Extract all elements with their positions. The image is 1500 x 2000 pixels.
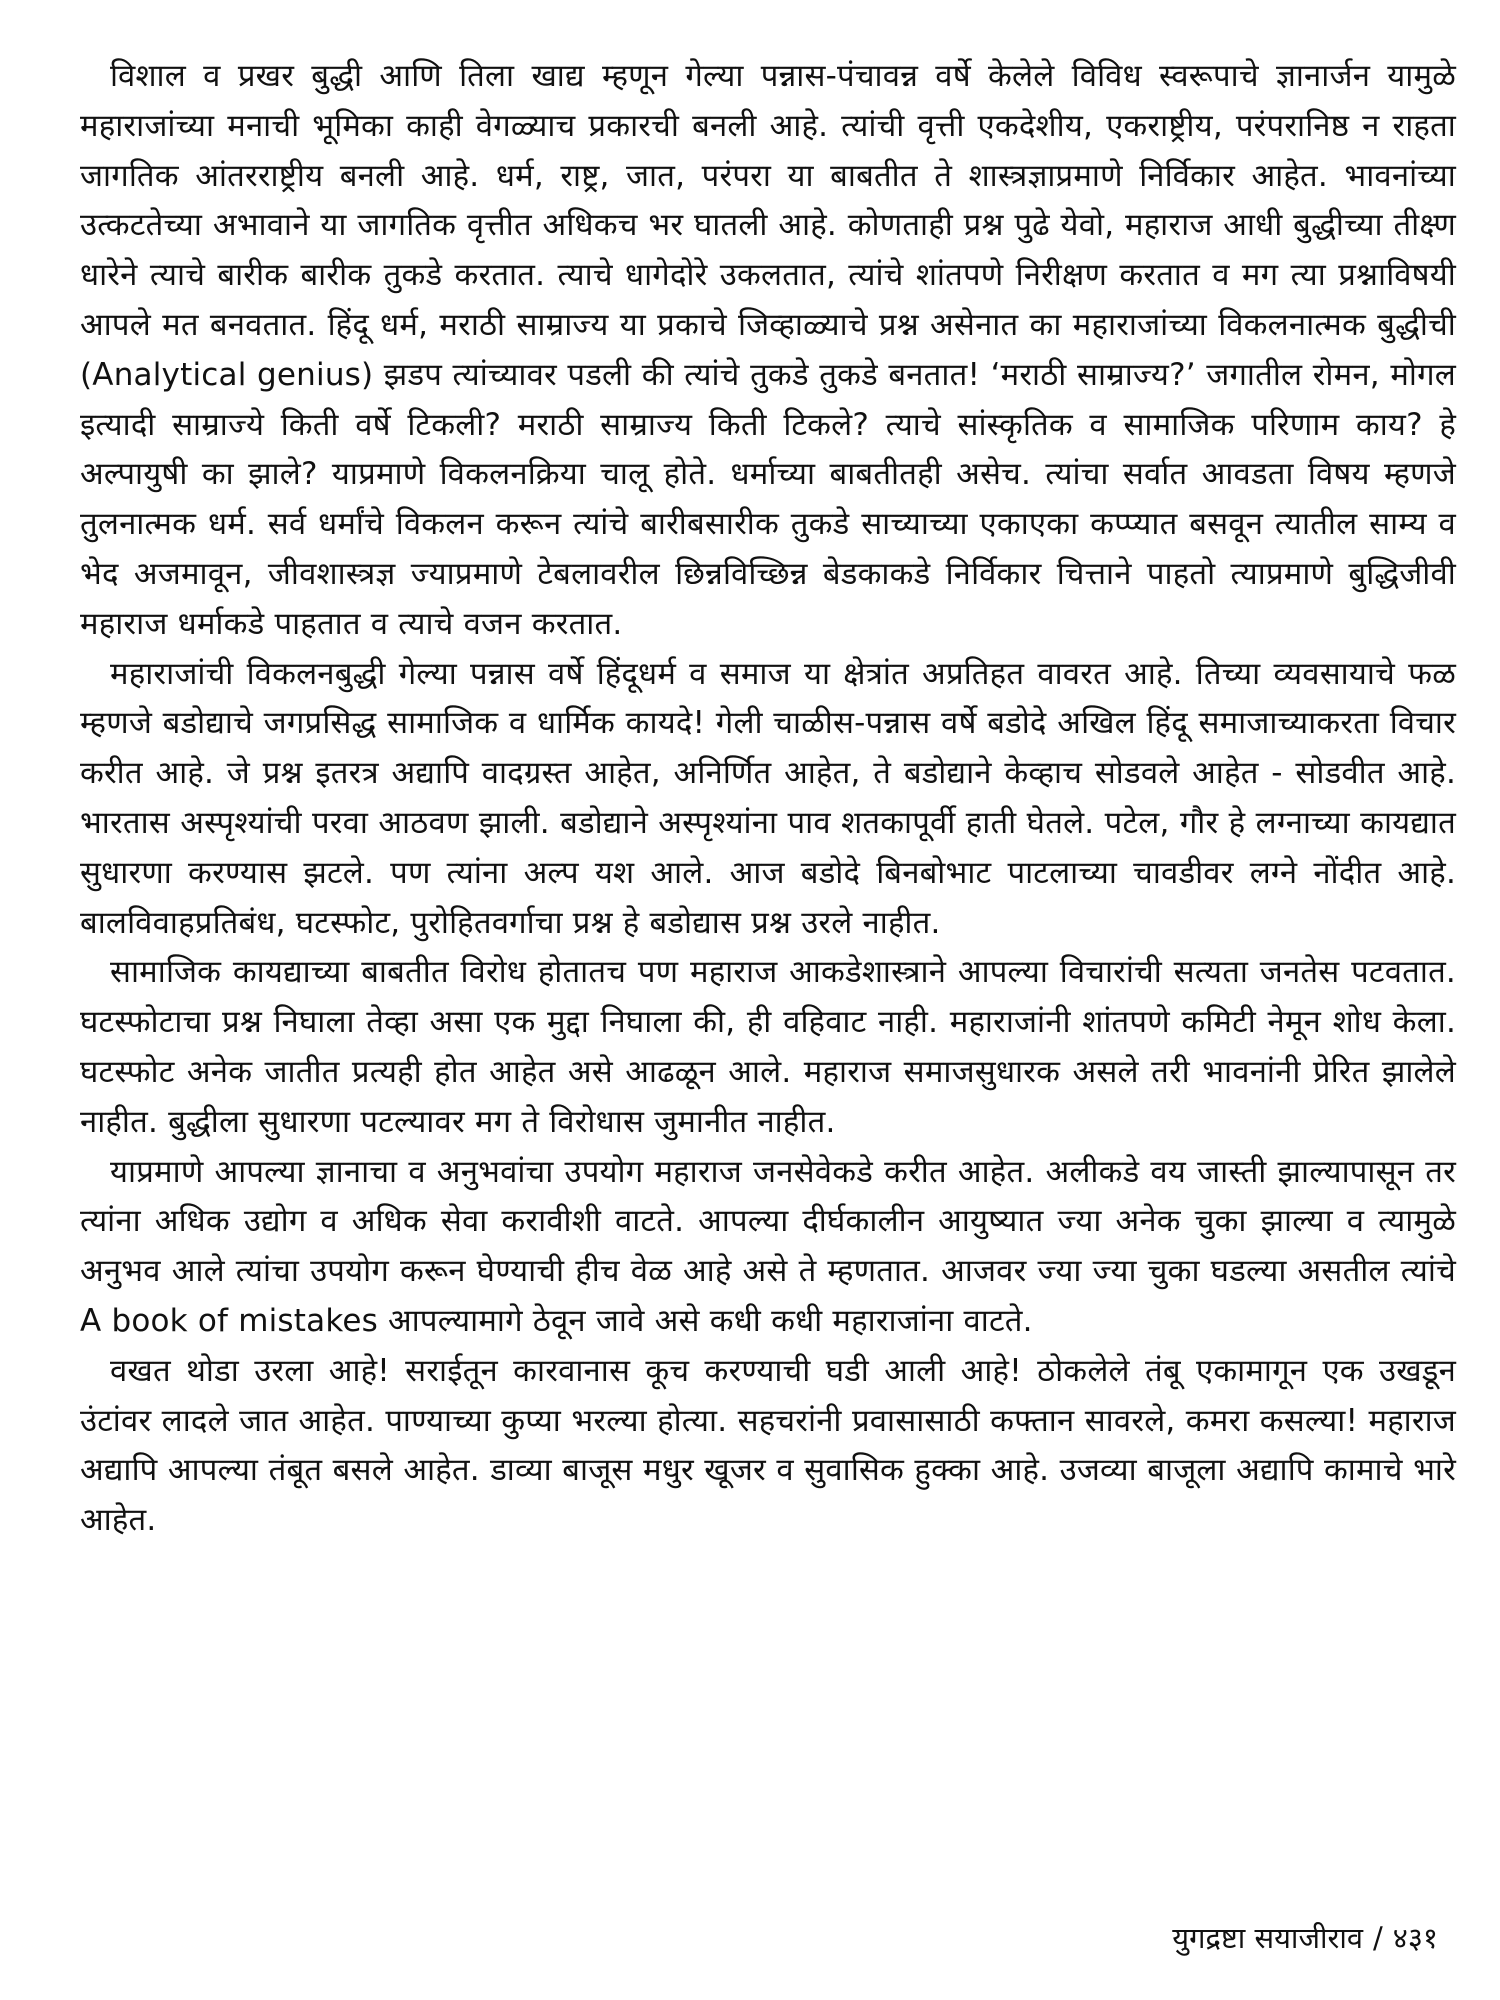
paragraph-4: याप्रमाणे आपल्या ज्ञानाचा व अनुभवांचा उपयोग महाराज जनसेवेकडे करीत आहेत. अलीकडे वय जास्ती झाल्यापासून तर त्यांना अधिक उद्योग व अधिक सेवा करावीशी वाटते. आपल्या दीर्घकालीन आयुष्यात ज्या अनेक चुका झाल्या व त्यामुळे अनुभव आले त्यांचा उपयोग करून घेण्याची हीच वेळ आहे असे ते म्हणतात. आजवर ज्या ज्या चुका घडल्या असतील त्यांचे A book of mistakes आपल्यामागे ठेवून जावे असे कधी कधी महाराजांना वाटते.: [80, 1153, 1456, 1339]
paragraph-2: महाराजांची विकलनबुद्धी गेल्या पन्नास वर्षे हिंदूधर्म व समाज या क्षेत्रांत अप्रतिहत वावरत आहे. तिच्या व्यवसायाचे फळ म्हणजे बडोद्याचे जगप्रसिद्ध सामाजिक व धार्मिक कायदे! गेली चाळीस-पन्नास वर्षे बडोदे अखिल हिंदू समाजाच्याकरता विचार करीत आहे. जे प्रश्न इतरत्र अद्यापि वादग्रस्त आहेत, अनिर्णित आहेत, ते बडोद्याने केव्हाच सोडवले आहेत - सोडवीत आहे. भारतास अस्पृश्यांची परवा आठवण झाली. बडोद्याने अस्पृश्यांना पाव शतकापूर्वी हाती घेतले. पटेल, गौर हे लग्नाच्या कायद्यात सुधारणा करण्यास झटले. पण त्यांना अल्प यश आले. आज बडोदे बिनबोभाट पाटलाच्या चावडीवर लग्ने नोंदीत आहे. बालविवाहप्रतिबंध, घटस्फोट, पुरोहितवर्गाचा प्रश्न हे बडोद्यास प्रश्न उरले नाहीत.: [80, 655, 1456, 941]
page-footer: [1172, 1918, 1438, 1958]
paragraph-5: वखत थोडा उरला आहे! सराईतून कारवानास कूच करण्याची घडी आली आहे! ठोकलेले तंबू एकामागून एक उखडून उंटांवर लादले जात आहेत. पाण्याच्या कुप्या भरल्या होत्या. सहचरांनी प्रवासासाठी कफ्तान सावरले, कमरा कसल्या! महाराज अद्यापि आपल्या तंबूत बसले आहेत. डाव्या बाजूस मधुर खूजर व सुवासिक हुक्का आहे. उजव्या बाजूला अद्यापि कामाचे भारे आहेत.: [80, 1352, 1456, 1539]
paragraph-1: विशाल व प्रखर बुद्धी आणि तिला खाद्य म्हणून गेल्या पन्नास-पंचावन्न वर्षे केलेले विविध स्वरूपाचे ज्ञानार्जन यामुळे महाराजांच्या मनाची भूमिका काही वेगळ्याच प्रकारची बनली आहे. त्यांची वृत्ती एकदेशीय, एकराष्ट्रीय, परंपरानिष्ठ न राहता जागतिक आंतरराष्ट्रीय बनली आहे. धर्म, राष्ट्र, जात, परंपरा या बाबतीत ते शास्त्रज्ञाप्रमाणे निर्विकार आहेत. भावनांच्या उत्कटतेच्या अभावाने या जागतिक वृत्तीत अधिकच भर घातली आहे. कोणताही प्रश्न पुढे येवो, महाराज आधी बुद्धीच्या तीक्ष्ण धारेने त्याचे बारीक बारीक तुकडे करतात. त्याचे धागेदोरे उकलतात, त्यांचे शांतपणे निरीक्षण करतात व मग त्या प्रश्नाविषयी आपले मत बनवतात. हिंदू धर्म, मराठी साम्राज्य या प्रकाचे जिव्हाळ्याचे प्रश्न असेनात का महाराजांच्या विकलनात्मक बुद्धीची (Analytical genius) झडप त्यांच्यावर पडली की त्यांचे तुकडे तुकडे बनतात! ‘मराठी साम्राज्य?’ जगातील रोमन, मोगल इत्यादी साम्राज्ये किती वर्षे टिकली? मराठी साम्राज्य किती टिकले? त्याचे सांस्कृतिक व सामाजिक परिणाम काय? हे अल्पायुषी का झाले? याप्रमाणे विकलनक्रिया चालू होते. धर्माच्या बाबतीतही असेच. त्यांचा सर्वात आवडता विषय म्हणजे तुलनात्मक धर्म. सर्व धर्मांचे विकलन करून त्यांचे बारीबसारीक तुकडे साच्याच्या एकाएका कप्प्यात बसवून त्यातील साम्य व भेद अजमावून, जीवशास्त्रज्ञ ज्याप्रमाणे टेबलावरील छिन्नविच्छिन्न बेडकाकडे निर्विकार चित्ताने पाहतो त्याप्रमाणे बुद्धिजीवी महाराज धर्माकडे पाहतात व त्याचे वजन करतात.: [80, 58, 1456, 642]
footer-separator: /: [1372, 1921, 1383, 1955]
running-book-title: युगद्रष्टा सयाजीराव: [1172, 1921, 1363, 1955]
body-text: [80, 52, 1456, 1546]
page-number: ४३१: [1392, 1921, 1438, 1955]
paragraph-3: सामाजिक कायद्याच्या बाबतीत विरोध होतातच पण महाराज आकडेशास्त्राने आपल्या विचारांची सत्यता जनतेस पटवतात. घटस्फोटाचा प्रश्न निघाला तेव्हा असा एक मुद्दा निघाला की, ही वहिवाट नाही. महाराजांनी शांतपणे कमिटी नेमून शोध केला. घटस्फोट अनेक जातीत प्रत्यही होत आहेत असे आढळून आले. महाराज समाजसुधारक असले तरी भावनांनी प्रेरित झालेले नाहीत. बुद्धीला सुधारणा पटल्यावर मग ते विरोधास जुमानीत नाहीत.: [80, 954, 1456, 1140]
